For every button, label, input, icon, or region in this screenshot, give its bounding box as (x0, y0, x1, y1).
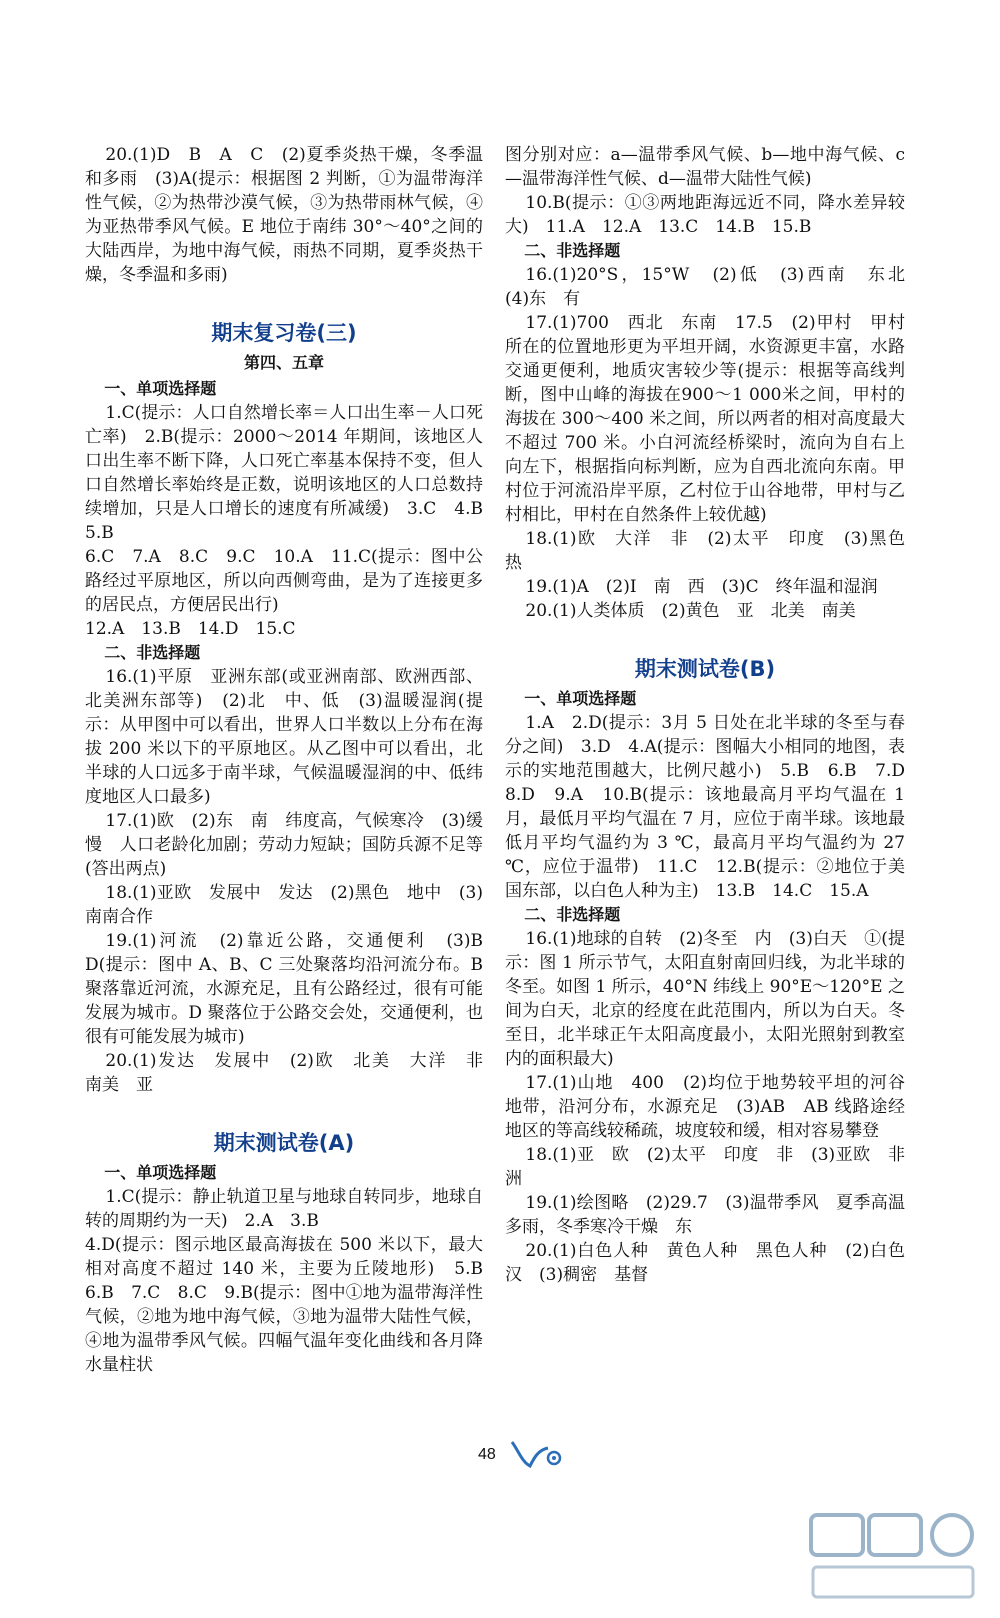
swirl-logo-icon (508, 1436, 568, 1472)
watermark-logo (807, 1509, 982, 1604)
section-title: 期末复习卷(三) (211, 321, 357, 345)
question-type-label: 二、非选择题 (524, 905, 621, 924)
answer-paragraph: 16.(1)20°S，15°W (2)低 (3)西南 东北 (4)东 有 (505, 265, 922, 309)
answer-paragraph: 16.(1)平原 亚洲东部(或亚洲南部、欧洲西部、北美洲东部等) (2)北 中、低 (3)温暖湿润(提示：从甲图中可以看出，世界人口半数以上分布在海拔 200 米以下的平原地区。从乙图中可以看出，北半球的人口远多于南半球，气候温暖湿润的中、低纬度地区人口最多) (85, 667, 483, 807)
answer-paragraph: 12.A 13.B 14.D 15.C (85, 619, 296, 639)
answer-paragraph: 16.(1)地球的自转 (2)冬至 内 (3)白天 ①(提示：图 1 所示节气，太阳直射南回归线，为北半球的冬至。如图 1 所示，40°N 纬线上 90°E～120°E 之间为白天，北京的经度在此范围内，所以为白天。冬至日，北半球正午太阳高度最小，太阳光照射到教室内的面积最大) (505, 929, 905, 1069)
answer-paragraph: 19.(1)绘图略 (2)29.7 (3)温带季风 夏季高温多雨，冬季寒冷干燥 东 (505, 1193, 905, 1237)
answer-paragraph: 20.(1)D B A C (2)夏季炎热干燥，冬季温和多雨 (3)A(提示：根据图 2 判断，①为温带海洋性气候，②为热带沙漠气候，③为热带雨林气候，④为亚热带季风气候。E 地位于南纬 30°～40°之间的大陆西岸，为地中海气候，雨热不同期，夏季炎热干燥，冬季温和多雨) (85, 145, 483, 285)
answer-paragraph: 4.D(提示：图示地区最高海拔在 500 米以下，最大相对高度不超过 140 米，主要为丘陵地形) 5.B 6.B 7.C 8.C 9.B(提示：图中①地为温带海洋性气候，②地为地中海气候，③地为温带大陆性气候，④地为温带季风气候。四幅气温年变化曲线和各月降水量柱状 (85, 1235, 500, 1375)
answer-paragraph: 1.C(提示：人口自然增长率＝人口出生率－人口死亡率) 2.B(提示：2000～2014 年期间，该地区人口出生率不断下降，人口死亡率基本保持不变，但人口自然增长率始终是正数，说明该地区的人口总数持续增加，只是人口增长的速度有所减缓) 3.C 4.B 5.B (85, 403, 500, 543)
page-number: 48 (478, 1446, 496, 1463)
answer-paragraph: 20.(1)人类体质 (2)黄色 亚 北美 南美 (525, 601, 856, 621)
answer-paragraph: 17.(1)700 西北 东南 17.5 (2)甲村 甲村所在的位置地形更为平坦开阔，水资源更丰富，水路交通更便利，地质灾害较少等(提示：根据等高线判断，图中山峰的海拔在900～1 000米之间，甲村的海拔在 300～400 米之间，所以两者的相对高度最大不超过 700 米。小白河流经桥梁时，流向为自右上向左下，根据指向标判断，应为自西北流向东南。甲村位于河流沿岸平原，乙村位于山谷地带，甲村与乙村相比，甲村在自然条件上较优越) (505, 313, 905, 525)
right-column (505, 143, 922, 1287)
answer-paragraph: 6.C 7.A 8.C 9.C 10.A 11.C(提示：图中公路经过平原地区，所以向西侧弯曲，是为了连接更多的居民点，方便居民出行) (85, 547, 483, 615)
section-subtitle: 第四、五章 (243, 353, 324, 372)
question-type-label: 二、非选择题 (524, 241, 621, 260)
answer-paragraph: 10.B(提示：①③两地距海远近不同，降水差异较大) 11.A 12.A 13.C 14.B 15.B (505, 193, 905, 237)
question-type-label: 一、单项选择题 (104, 379, 217, 398)
answer-paragraph: 19.(1)河流 (2)靠近公路，交通便利 (3)B D(提示：图中 A、B、C 三处聚落均沿河流分布。B 聚落靠近河流，水源充足，且有公路经过，很有可能发展为城市。D 聚落位于公路交会处，交通便利，也很有可能发展为城市) (85, 931, 500, 1047)
left-column (85, 143, 500, 1377)
section-title: 期末测试卷(A) (213, 1131, 355, 1155)
answer-paragraph: 1.C(提示：静止轨道卫星与地球自转同步，地球自转的周期约为一天) 2.A 3.B (85, 1187, 483, 1231)
answer-paragraph: 1.A 2.D(提示：3月 5 日处在北半球的冬至与春分之间) 3.D 4.A(提示：图幅大小相同的地图，表示的实地范围越大，比例尺越小) 5.B 6.B 7.D 8.D 9.A 10.B(提示：该地最高月平均气温在 1 月，最低月平均气温在 7 月，应位于南半球。该地最低月平均气温约为 3 ℃，最高月平均气温约为 27 ℃，应位于温带) 11.C 12.B(提示：②地位于美国东部，以白色人种为主) 13.B 14.C 15.A (505, 713, 922, 901)
answer-paragraph: 17.(1)欧 (2)东 南 纬度高，气候寒冷 (3)缓慢 人口老龄化加剧；劳动力短缺；国防兵源不足等(答出两点) (85, 811, 483, 879)
answer-paragraph: 19.(1)A (2)I 南 西 (3)C 终年温和湿润 (525, 577, 878, 597)
answer-paragraph: 18.(1)亚欧 发展中 发达 (2)黑色 地中 (3)南南合作 (85, 883, 483, 927)
answer-paragraph: 20.(1)发达 发展中 (2)欧 北美 大洋 非 南美 亚 (85, 1051, 500, 1095)
answer-paragraph: 图分别对应：a—温带季风气候、b—地中海气候、c—温带海洋性气候、d—温带大陆性气候) (505, 145, 905, 189)
answer-paragraph: 18.(1)欧 大洋 非 (2)太平 印度 (3)黑色 热 (505, 529, 922, 573)
section-title: 期末测试卷(B) (634, 657, 776, 681)
question-type-label: 二、非选择题 (104, 643, 201, 662)
answer-paragraph: 17.(1)山地 400 (2)均位于地势较平坦的河谷地带，沿河分布，水源充足 (3)AB AB 线路途经地区的等高线较稀疏，坡度较和缓，相对容易攀登 (505, 1073, 905, 1141)
answer-paragraph: 18.(1)亚 欧 (2)太平 印度 非 (3)亚欧 非洲 (505, 1145, 905, 1189)
answer-paragraph: 20.(1)白色人种 黄色人种 黑色人种 (2)白色 汉 (3)稠密 基督 (505, 1241, 922, 1285)
question-type-label: 一、单项选择题 (104, 1163, 217, 1182)
question-type-label: 一、单项选择题 (524, 689, 637, 708)
